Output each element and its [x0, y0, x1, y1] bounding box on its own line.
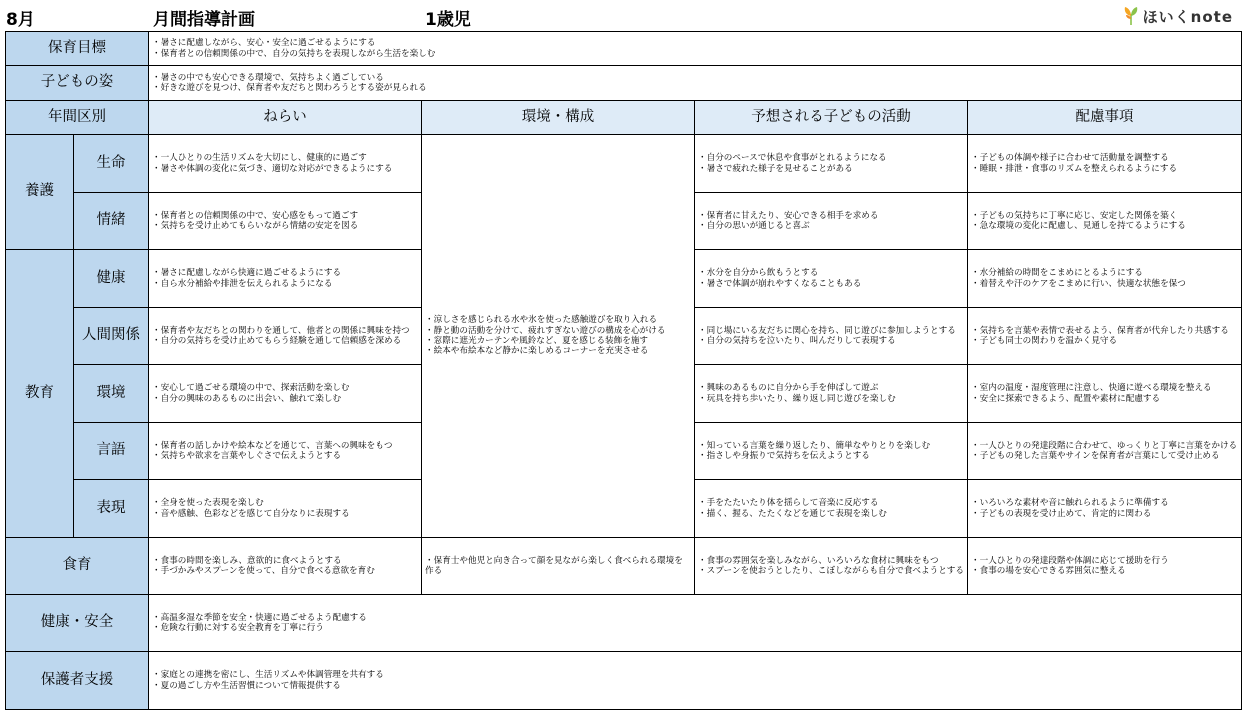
safety-text: ・高温多湿な季節を安全・快適に過ごせるよう配慮する ・危険な行動に対する安全教育を丁寧に行う	[149, 595, 1242, 652]
gengo-aim: ・保育者の話しかけや絵本などを通じて、言葉への興味をもつ ・気持ちや欲求を言葉やしぐさで伝えようとする	[149, 423, 422, 480]
column-header-row	[6, 101, 1242, 135]
child-text: ・暑さの中でも安心できる環境で、気持ちよく過ごしている ・好きな遊びを見つけ、保育者や友だちと関わろうとする姿が見られる	[149, 66, 1242, 101]
goal-row	[6, 32, 1242, 66]
plan-title: 月間指導計画	[153, 10, 255, 30]
month-label: 8月	[6, 10, 35, 30]
gengo-activity: ・知っている言葉を繰り返したり、簡単なやりとりを楽しむ ・指さしや身振りで気持ちを伝えようとする	[695, 423, 968, 480]
shokuiku-label: 食育	[6, 538, 149, 595]
col-env: 環境・構成	[422, 101, 695, 135]
shokuiku-aim: ・食事の時間を楽しみ、意欲的に食べようとする ・手づかみやスプーンを使って、自分で食べる意欲を育む	[149, 538, 422, 595]
brand-name: ほいくnote	[1142, 7, 1233, 26]
goal-label: 保育目標	[6, 32, 149, 66]
safety-row	[6, 595, 1242, 652]
safety-label: 健康・安全	[6, 595, 149, 652]
hyogen-aim: ・全身を使った表現を楽しむ ・音や感触、色彩などを感じて自分なりに表現する	[149, 480, 422, 538]
gengo-care: ・一人ひとりの発達段階に合わせて、ゆっくりと丁寧に言葉をかける ・子どもの発した言葉やサインを保育者が言葉にして受け止める	[968, 423, 1242, 480]
ningen-aim: ・保育者や友だちとの関わりを通して、他者との関係に興味を持つ ・自分の気持ちを受け止めてもらう経験を通して信頼感を深める	[149, 308, 422, 365]
hyogen-care: ・いろいろな素材や音に触れられるように準備する ・子どもの表現を受け止めて、肯定的に関わる	[968, 480, 1242, 538]
goal-text: ・暑さに配慮しながら、安心・安全に過ごせるようにする ・保育者との信頼関係の中で、自分の気持ちを表現しながら生活を楽しむ	[149, 32, 1242, 66]
support-row	[6, 652, 1242, 710]
kankyo-care: ・室内の温度・湿度管理に注意し、快適に遊べる環境を整える ・安全に探索できるよう、配置や素材に配慮する	[968, 365, 1242, 423]
shokuiku-care: ・一人ひとりの発達段階や体調に応じて援助を行う ・食事の場を安心できる雰囲気に整える	[968, 538, 1242, 595]
kankyo-activity: ・興味のあるものに自分から手を伸ばして遊ぶ ・玩具を持ち歩いたり、繰り返し同じ遊びを楽しむ	[695, 365, 968, 423]
ningen-activity: ・同じ場にいる友だちに関心を持ち、同じ遊びに参加しようとする ・自分の気持ちを泣いたり、叫んだりして表現する	[695, 308, 968, 365]
section-label-kenko: 健康	[74, 250, 149, 308]
col-period: 年間区別	[6, 101, 149, 135]
group-kyoiku: 教育	[6, 250, 74, 538]
section-label-kankyo: 環境	[74, 365, 149, 423]
section-label-ningen: 人間関係	[74, 308, 149, 365]
jocho-care: ・子どもの気持ちに丁寧に応じ、安定した関係を築く ・急な環境の変化に配慮し、見通しを持てるようにする	[968, 193, 1242, 250]
section-label-gengo: 言語	[74, 423, 149, 480]
seimei-aim: ・一人ひとりの生活リズムを大切にし、健康的に過ごす ・暑さや体調の変化に気づき、適切な対応ができるようにする	[149, 135, 422, 193]
brand-logo	[1123, 5, 1233, 27]
shokuiku-env: ・保育士や他児と向き合って顔を見ながら楽しく食べられる環境を作る	[422, 538, 695, 595]
kankyo-aim: ・安心して過ごせる環境の中で、探索活動を楽しむ ・自分の興味のあるものに出会い、触れて楽しむ	[149, 365, 422, 423]
section-label-jocho: 情緒	[74, 193, 149, 250]
col-aim: ねらい	[149, 101, 422, 135]
seimei-care: ・子どもの体調や様子に合わせて活動量を調整する ・睡眠・排泄・食事のリズムを整えられるようにする	[968, 135, 1242, 193]
seimei-activity: ・自分のペースで休息や食事がとれるようになる ・暑さで疲れた様子を見せることがある	[695, 135, 968, 193]
col-activity: 予想される子どもの活動	[695, 101, 968, 135]
environment-cell: ・涼しさを感じられる水や氷を使った感触遊びを取り入れる ・静と動の活動を分けて、疲れすぎない遊びの構成を心がける ・窓際に遮光カーテンや風鈴など、夏を感じる装飾を施す ・絵本や布絵本など静かに楽しめるコーナーを充実させる	[422, 135, 695, 538]
kenko-care: ・水分補給の時間をこまめにとるようにする ・着替えや汗のケアをこまめに行い、快適な状態を保つ	[968, 250, 1242, 308]
section-label-seimei: 生命	[74, 135, 149, 193]
kenko-activity: ・水分を自分から飲もうとする ・暑さで体調が崩れやすくなることもある	[695, 250, 968, 308]
jocho-aim: ・保育者との信頼関係の中で、安心感をもって過ごす ・気持ちを受け止めてもらいながら情緒の安定を図る	[149, 193, 422, 250]
jocho-activity: ・保育者に甘えたり、安心できる相手を求める ・自分の思いが通じると喜ぶ	[695, 193, 968, 250]
section-row-seimei	[6, 135, 1242, 193]
group-yogo: 養護	[6, 135, 74, 250]
child-label: 子どもの姿	[6, 66, 149, 101]
page-header	[0, 0, 1245, 30]
hyogen-activity: ・手をたたいたり体を揺らして音楽に反応する ・描く、握る、たたくなどを通じて表現を楽しむ	[695, 480, 968, 538]
plan-table	[5, 31, 1242, 710]
support-label: 保護者支援	[6, 652, 149, 710]
shokuiku-activity: ・食事の雰囲気を楽しみながら、いろいろな食材に興味をもつ ・スプーンを使おうとしたり、こぼしながらも自分で食べようとする	[695, 538, 968, 595]
age-label: 1歳児	[425, 10, 471, 30]
kenko-aim: ・暑さに配慮しながら快適に過ごせるようにする ・自ら水分補給や排泄を伝えられるようになる	[149, 250, 422, 308]
ningen-care: ・気持ちを言葉や表情で表せるよう、保育者が代弁したり共感する ・子ども同士の関わりを温かく見守る	[968, 308, 1242, 365]
section-label-hyogen: 表現	[74, 480, 149, 538]
leaf-icon	[1123, 6, 1139, 26]
col-care: 配慮事項	[968, 101, 1242, 135]
child-row	[6, 66, 1242, 101]
shokuiku-row	[6, 538, 1242, 595]
support-text: ・家庭との連携を密にし、生活リズムや体調管理を共有する ・夏の過ごし方や生活習慣について情報提供する	[149, 652, 1242, 710]
